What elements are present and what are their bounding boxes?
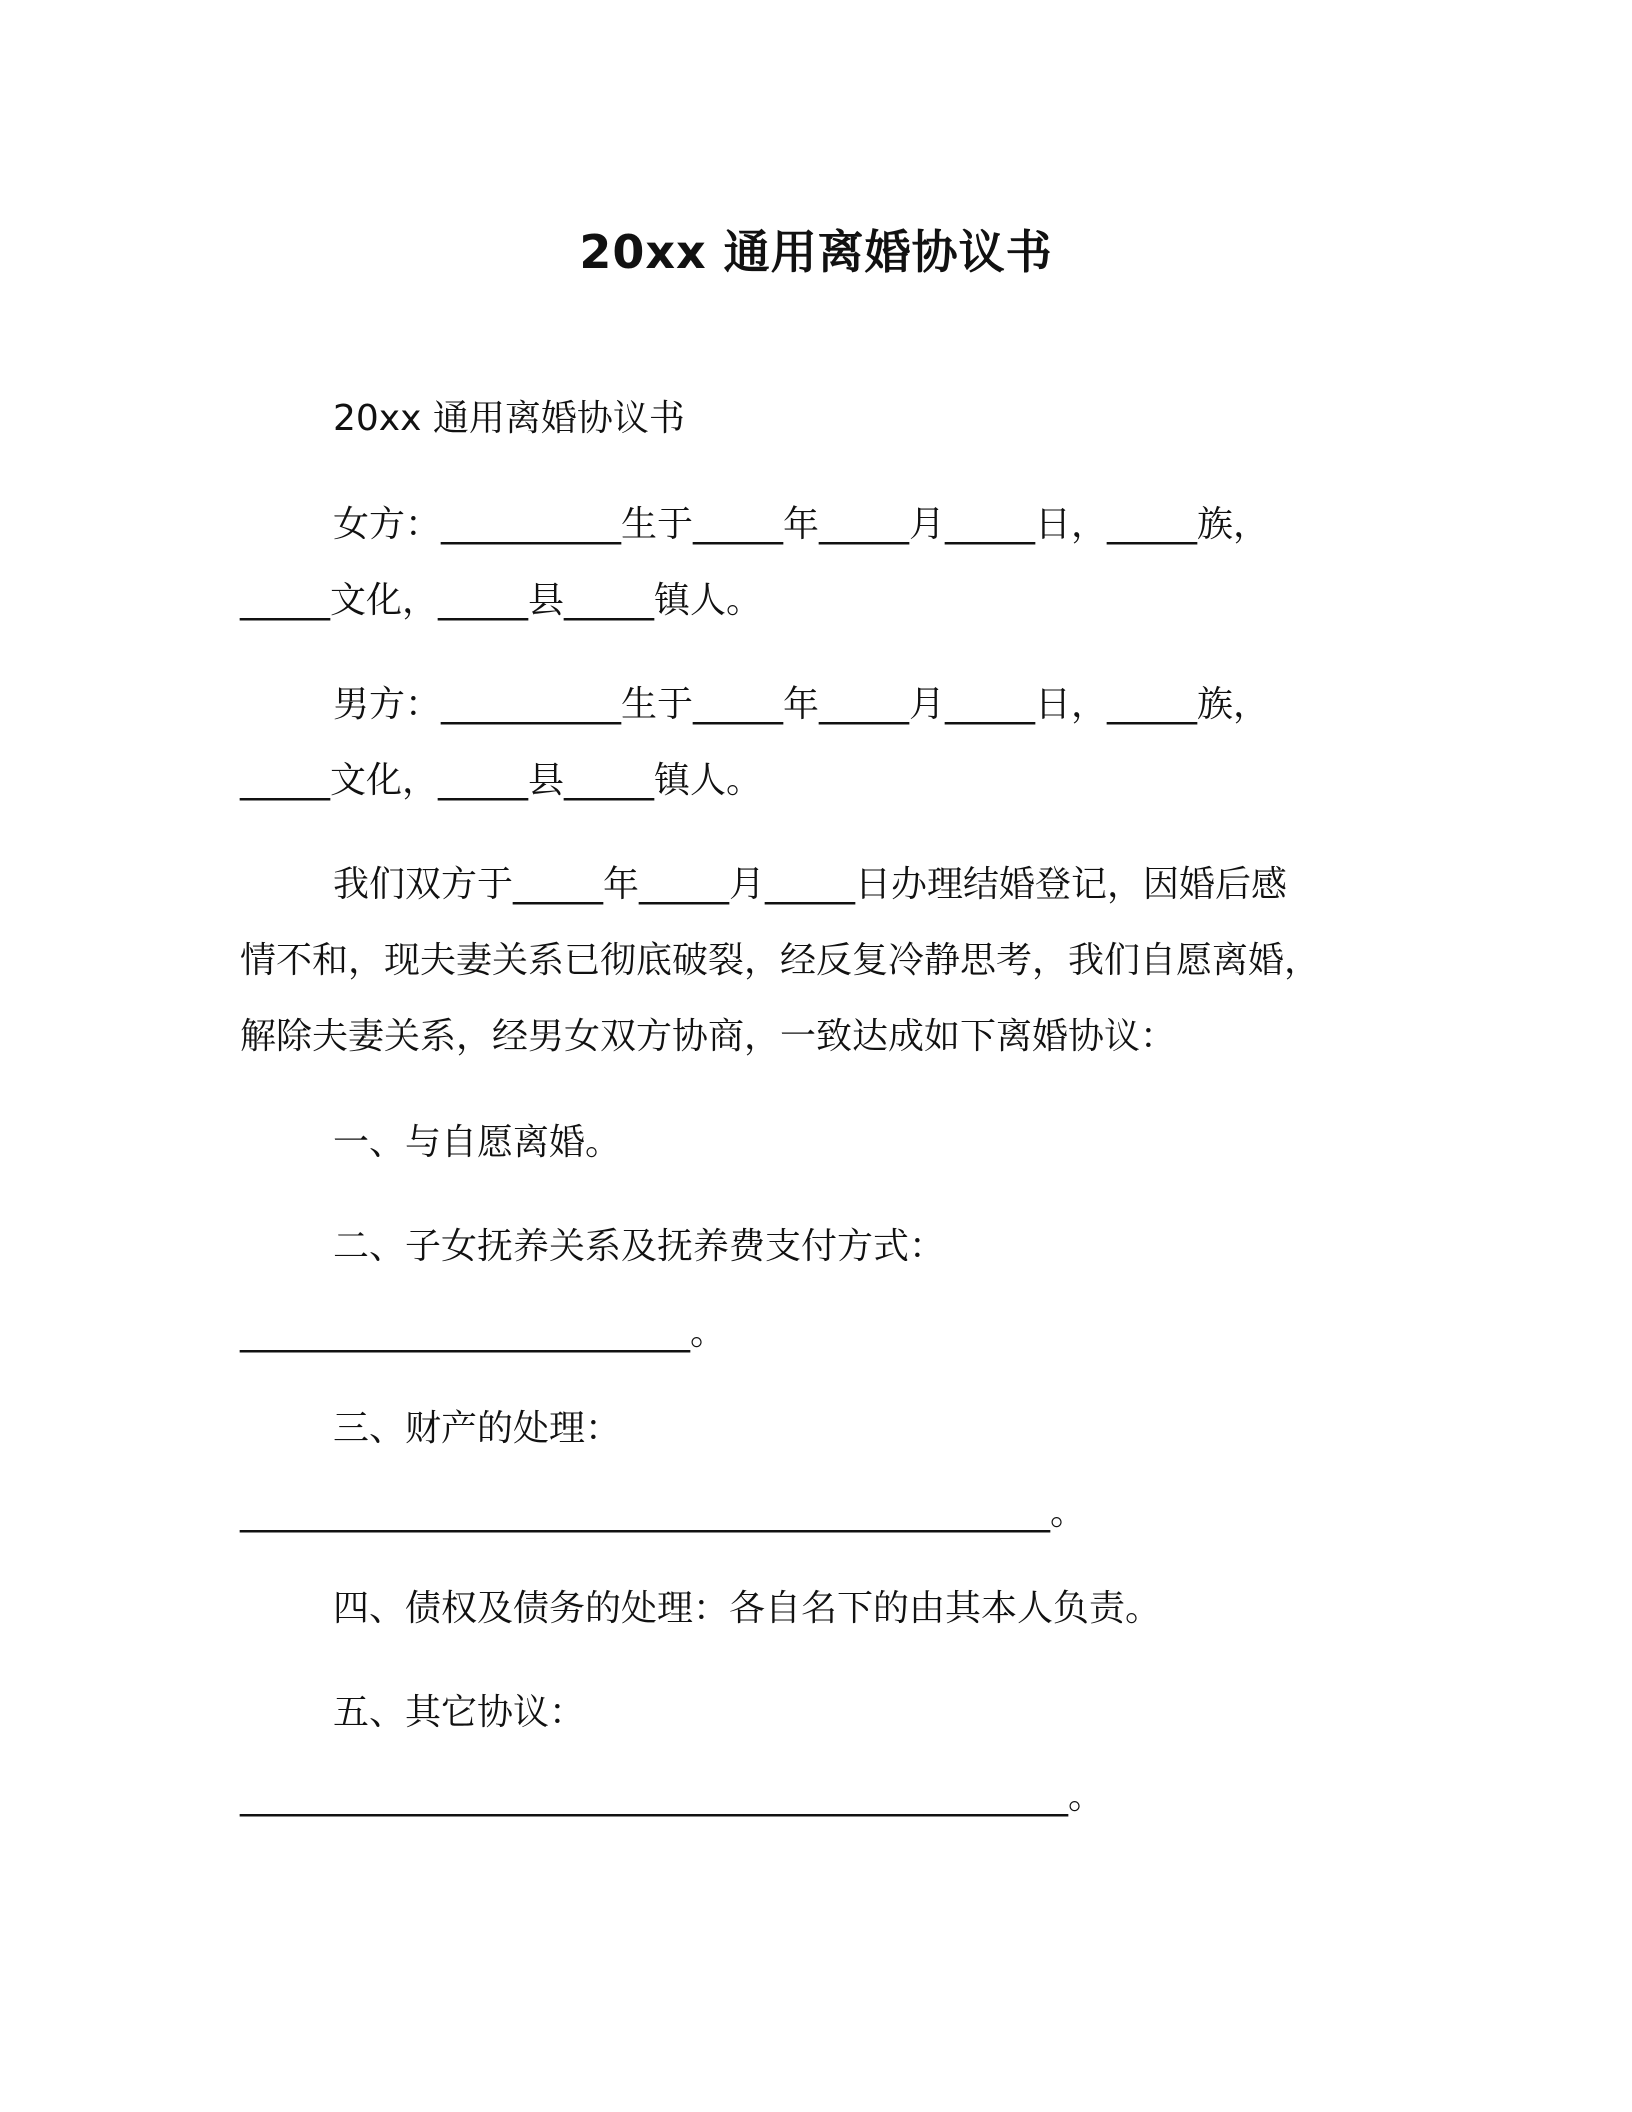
intro-line-2: 情不和，现夫妻关系已彻底破裂，经反复冷静思考，我们自愿离婚，: [240, 940, 1321, 981]
clause-5: 五、其它协议：: [333, 1692, 586, 1733]
female-info-line-2: _____文化，_____县_____镇人。: [240, 580, 763, 621]
intro-line-3: 解除夫妻关系，经男女双方协商，一致达成如下离婚协议：: [240, 1016, 1177, 1057]
document-subtitle: 20xx 通用离婚协议书: [333, 398, 685, 439]
clause-3-blank: _____________________________________________。: [240, 1492, 1086, 1533]
clause-2: 二、子女抚养关系及抚养费支付方式：: [333, 1226, 946, 1267]
male-info-line-1: 男方：__________生于_____年_____月_____日，_____族，: [333, 684, 1270, 725]
clause-3: 三、财产的处理：: [333, 1408, 622, 1449]
female-info-line-1: 女方：__________生于_____年_____月_____日，_____族，: [333, 504, 1270, 545]
clause-2-blank: _________________________。: [240, 1312, 726, 1353]
intro-line-1: 我们双方于_____年_____月_____日办理结婚登记，因婚后感: [333, 864, 1288, 905]
clause-4: 四、债权及债务的处理：各自名下的由其本人负责。: [333, 1588, 1162, 1629]
clause-1: 一、与自愿离婚。: [333, 1122, 622, 1163]
document-title: 20xx 通用离婚协议书: [579, 225, 1053, 279]
clause-5-blank: ______________________________________________。: [240, 1776, 1104, 1817]
male-info-line-2: _____文化，_____县_____镇人。: [240, 760, 763, 801]
